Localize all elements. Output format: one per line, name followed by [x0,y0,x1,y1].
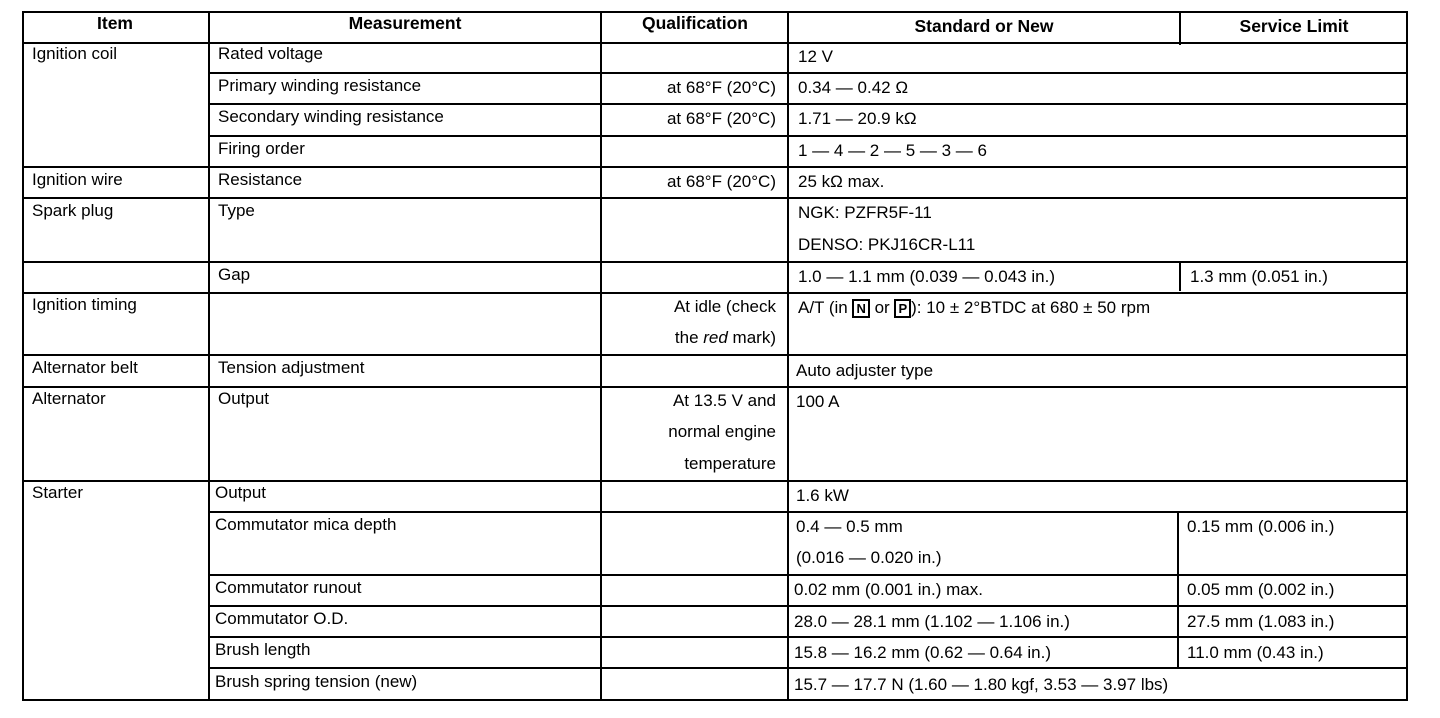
header-measurement: Measurement [348,13,462,33]
standard-brush-spring: 15.7 — 17.7 N (1.60 — 1.80 kgf, 3.53 — 3.97 lbs) [794,675,1169,694]
item-starter: Starter [32,483,84,502]
measurement-wire-resistance: Resistance [218,170,303,189]
row-sep-ignition-timing [22,292,1408,294]
row-sep-alternator-belt [22,354,1408,356]
measurement-brush-spring: Brush spring tension (new) [215,672,418,691]
measurement-starter-output: Output [215,483,267,502]
limit-commutator-od: 27.5 mm (1.083 in.) [1187,612,1335,631]
row-sep-brush-spring [208,667,1408,669]
limit-brush-length: 11.0 mm (0.43 in.) [1187,643,1324,662]
p-position-badge: P [894,299,911,318]
spec-table [22,11,1408,701]
col-sep-qualification [787,11,789,701]
qualification-alternator-2: normal engine [668,422,776,441]
standard-wire-resistance: 25 kΩ max. [798,172,885,191]
red-mark-emphasis: red [703,328,728,347]
measurement-commutator-runout: Commutator runout [215,578,362,597]
table-border-bottom [22,699,1408,701]
measurement-plug-type: Type [218,201,255,220]
standard-starter-output: 1.6 kW [796,486,849,505]
standard-rated-voltage: 12 V [798,47,833,66]
item-ignition-timing: Ignition timing [32,295,137,314]
standard-commutator-runout: 0.02 mm (0.001 in.) max. [794,580,983,599]
qualification-timing-1: At idle (check [673,297,776,316]
col-sep-limit-starter [1177,511,1179,667]
item-spark-plug: Spark plug [32,201,114,220]
qualification-timing-2: the red mark) [674,328,776,347]
standard-commutator-od: 28.0 — 28.1 mm (1.102 — 1.106 in.) [794,612,1070,631]
qualification-wire: at 68°F (20°C) [666,172,776,191]
table-border-top [22,11,1408,13]
row-sep-firing-order [208,135,1408,137]
standard-ignition-timing: A/T (in N or P ): 10 ± 2°BTDC at 680 ± 50 rpm [798,298,1151,317]
row-sep-gap [22,261,1408,263]
measurement-tension-adjustment: Tension adjustment [218,358,365,377]
standard-plug-gap: 1.0 — 1.1 mm (0.039 — 0.043 in.) [798,267,1056,286]
measurement-plug-gap: Gap [218,265,251,284]
measurement-secondary-winding: Secondary winding resistance [218,107,444,126]
standard-denso: DENSO: PKJ16CR-L11 [798,235,976,254]
row-sep-brush-length [208,636,1408,638]
qualification-alternator-1: At 13.5 V and [672,391,776,410]
row-sep-header [22,42,1408,44]
standard-tension-adjustment: Auto adjuster type [796,361,934,380]
standard-firing-order: 1 — 4 — 2 — 5 — 3 — 6 [798,141,987,160]
measurement-alternator-output: Output [218,389,270,408]
row-sep-commutator-od [208,605,1408,607]
row-sep-mica-depth [208,511,1408,513]
qualification-alternator-3: temperature [684,454,776,473]
header-standard: Standard or New [914,16,1054,36]
standard-ngk: NGK: PZFR5F-11 [798,203,932,222]
standard-alternator-output: 100 A [796,392,840,411]
limit-commutator-runout: 0.05 mm (0.002 in.) [1187,580,1335,599]
measurement-commutator-od: Commutator O.D. [215,609,349,628]
item-alternator: Alternator [32,389,106,408]
col-sep-item [208,11,210,701]
table-border-right [1406,11,1408,701]
standard-brush-length: 15.8 — 16.2 mm (0.62 — 0.64 in.) [794,643,1052,662]
header-service-limit: Service Limit [1239,16,1349,36]
col-sep-limit-header [1179,11,1181,45]
measurement-rated-voltage: Rated voltage [218,44,323,63]
col-sep-limit-gap [1179,261,1181,291]
item-ignition-wire: Ignition wire [32,170,123,189]
item-ignition-coil: Ignition coil [32,44,118,63]
row-sep-commutator-runout [208,574,1408,576]
row-sep-starter [22,480,1408,482]
row-sep-spark-plug [22,197,1408,199]
row-sep-ignition-wire [22,166,1408,168]
col-sep-measurement [600,11,602,701]
limit-plug-gap: 1.3 mm (0.051 in.) [1190,267,1328,286]
header-item: Item [97,13,133,33]
measurement-mica-depth: Commutator mica depth [215,515,397,534]
measurement-brush-length: Brush length [215,640,311,659]
row-sep-alternator [22,386,1408,388]
limit-mica-depth: 0.15 mm (0.006 in.) [1187,517,1335,536]
row-sep-primary [208,72,1408,74]
n-position-badge: N [852,299,869,318]
measurement-primary-winding: Primary winding resistance [218,76,422,95]
qualification-primary: at 68°F (20°C) [666,78,776,97]
standard-mica-depth-1: 0.4 — 0.5 mm [796,517,903,536]
qualification-secondary: at 68°F (20°C) [666,109,776,128]
header-qualification: Qualification [642,13,748,33]
standard-primary: 0.34 — 0.42 Ω [798,78,909,97]
item-alternator-belt: Alternator belt [32,358,138,377]
standard-secondary: 1.71 — 20.9 kΩ [798,109,917,128]
row-sep-secondary [208,103,1408,105]
standard-mica-depth-2: (0.016 — 0.020 in.) [796,548,942,567]
table-border-left [22,11,24,701]
measurement-firing-order: Firing order [218,139,305,158]
